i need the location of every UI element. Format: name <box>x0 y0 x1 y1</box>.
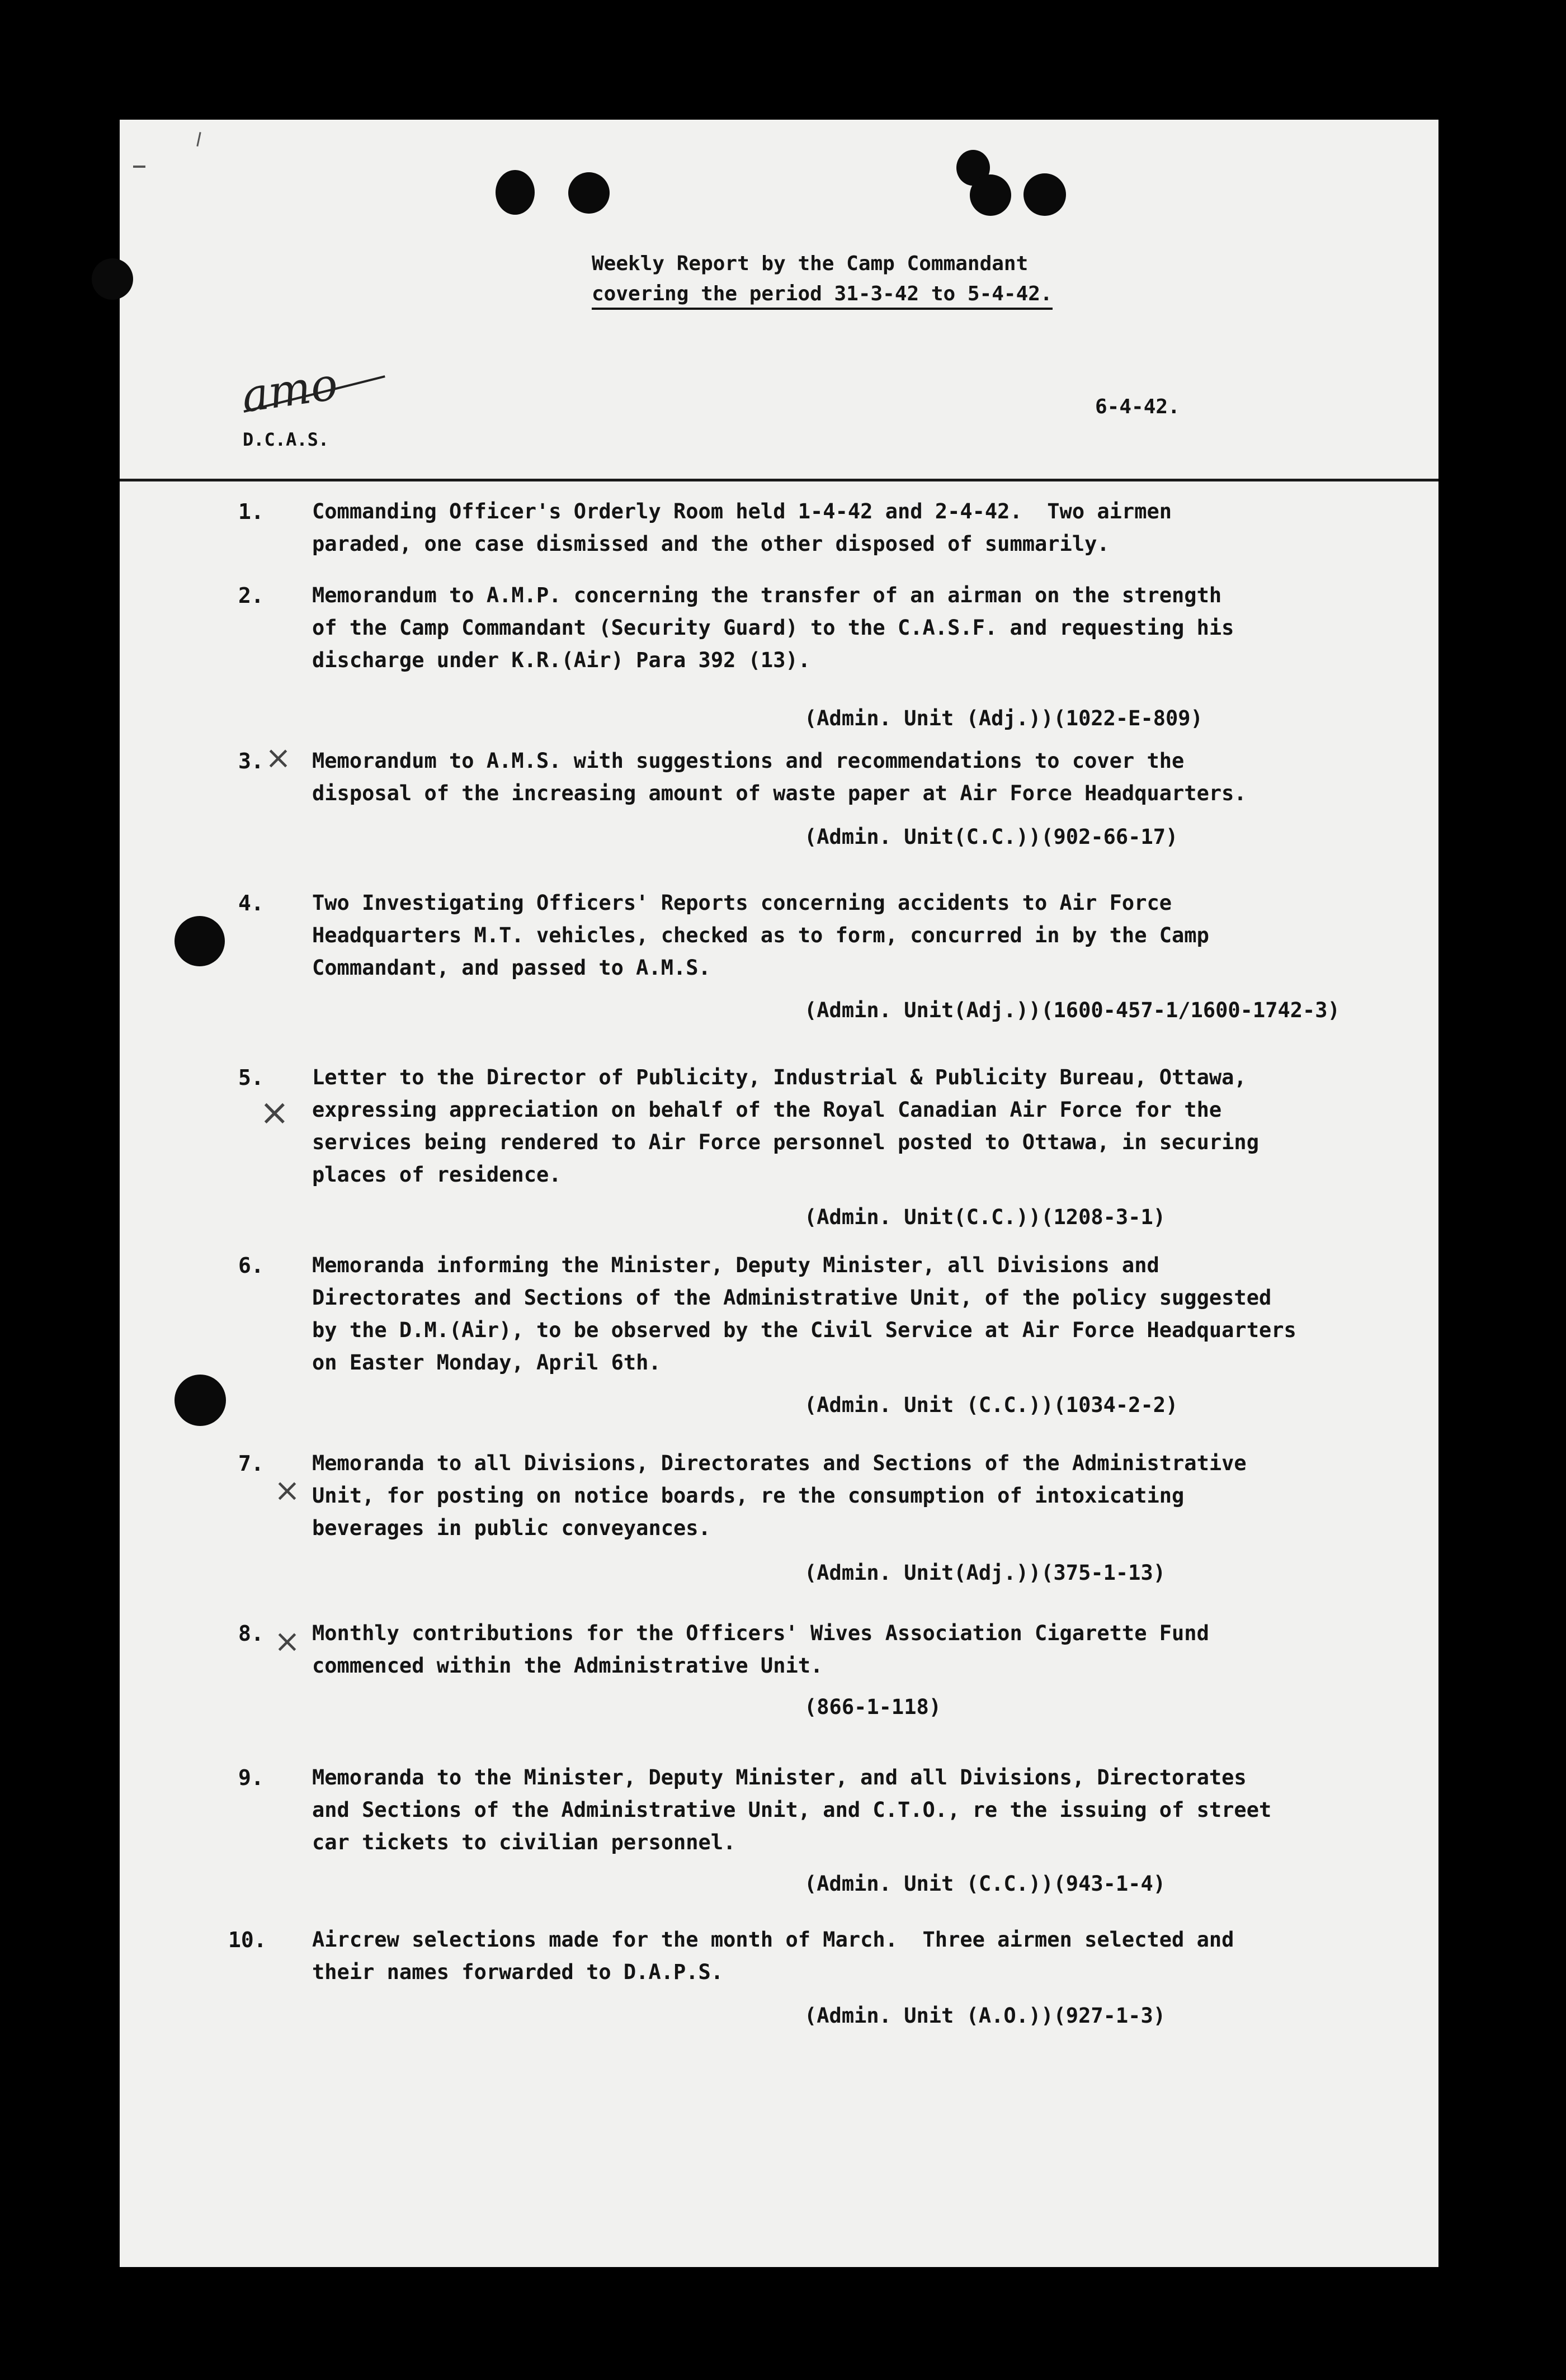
item-text: Aircrew selections made for the month of March. Three airmen selected and their names forwarded to D.A.P.S. <box>312 1928 1234 1984</box>
addressee: D.C.A.S. <box>243 429 329 450</box>
item-number: 7. <box>238 1451 264 1476</box>
handwritten-annotation: amo <box>238 357 341 423</box>
item-reference: (Admin. Unit(Adj.))(375-1-13) <box>804 1561 1166 1585</box>
punch-hole <box>92 258 133 300</box>
punch-hole <box>970 174 1011 216</box>
check-mark: × <box>274 1623 300 1660</box>
header-divider <box>120 479 1438 481</box>
document-page <box>120 120 1438 2267</box>
report-date: 6-4-42. <box>1095 395 1180 418</box>
item-text: Memoranda to the Minister, Deputy Minister, and all Divisions, Directorates and Sections of the Administrative Unit, and C.T.O., re the issuing of street car tickets to civilian personnel. <box>312 1765 1272 1854</box>
item-reference: (Admin. Unit (Adj.))(1022-E-809) <box>804 706 1203 730</box>
item-text: Memorandum to A.M.P. concerning the transfer of an airman on the strength of the Camp Commandant (Security Guard) to the C.A.S.F. and requesting his discharge under K.R.(Air) Para 392 (13). <box>312 583 1234 672</box>
item-reference: (Admin. Unit(C.C.))(1208-3-1) <box>804 1205 1166 1229</box>
item-reference: (Admin. Unit(C.C.))(902-66-17) <box>804 825 1178 849</box>
item-number: 9. <box>238 1765 264 1790</box>
item-reference: (Admin. Unit (C.C.))(943-1-4) <box>804 1872 1166 1896</box>
report-title: Weekly Report by the Camp Commandant <box>592 252 1029 275</box>
item-reference: (Admin. Unit (A.O.))(927-1-3) <box>804 2004 1166 2028</box>
check-mark: × <box>260 1092 290 1134</box>
check-mark: × <box>265 740 291 776</box>
item-text: Two Investigating Officers' Reports concerning accidents to Air Force Headquarters M.T. vehicles, checked as to form, concurred in by the Camp Commandant, and passed to A.M.S. <box>312 891 1209 980</box>
report-period: covering the period 31-3-42 to 5-4-42. <box>592 284 1053 310</box>
film-mark <box>133 166 145 168</box>
film-mark <box>196 132 201 147</box>
punch-hole <box>568 172 610 214</box>
item-number: 4. <box>238 891 264 915</box>
item-number: 2. <box>238 583 264 608</box>
punch-hole <box>1023 173 1066 216</box>
item-number: 8. <box>238 1621 264 1646</box>
item-text: Letter to the Director of Publicity, Industrial & Publicity Bureau, Ottawa, expressing appreciation on behalf of the Royal Canadian Air Force for the services being rendered to Air Force personnel posted to Ottawa, in securing places of residence. <box>312 1065 1259 1187</box>
item-number: 6. <box>238 1253 264 1278</box>
punch-hole <box>496 170 535 215</box>
punch-hole <box>174 1375 226 1426</box>
item-reference: (Admin. Unit (C.C.))(1034-2-2) <box>804 1393 1178 1417</box>
item-text: Memorandum to A.M.S. with suggestions and recommendations to cover the disposal of the increasing amount of waste paper at Air Force Headquarters. <box>312 749 1247 805</box>
item-reference: (866-1-118) <box>804 1695 942 1719</box>
item-number: 5. <box>238 1065 264 1090</box>
item-text: Memoranda to all Divisions, Directorates and Sections of the Administrative Unit, for posting on notice boards, re the consumption of intoxicating beverages in public conveyances. <box>312 1451 1247 1540</box>
check-mark: × <box>274 1472 300 1509</box>
item-reference: (Admin. Unit(Adj.))(1600-457-1/1600-1742-3) <box>804 998 1340 1022</box>
item-number: 10. <box>228 1928 267 1952</box>
item-number: 1. <box>238 499 264 524</box>
item-number: 3. <box>238 749 264 773</box>
punch-hole <box>174 916 225 966</box>
item-text: Memoranda informing the Minister, Deputy Minister, all Divisions and Directorates and Sections of the Administrative Unit, of the policy suggested by the D.M.(Air), to be observed by the Civil Service at Air Force Headquarters on Easter Monday, April 6th. <box>312 1253 1296 1375</box>
item-text: Monthly contributions for the Officers' Wives Association Cigarette Fund commenced within the Administrative Unit. <box>312 1621 1209 1678</box>
item-text: Commanding Officer's Orderly Room held 1-4-42 and 2-4-42. Two airmen paraded, one case dismissed and the other disposed of summarily. <box>312 499 1172 556</box>
